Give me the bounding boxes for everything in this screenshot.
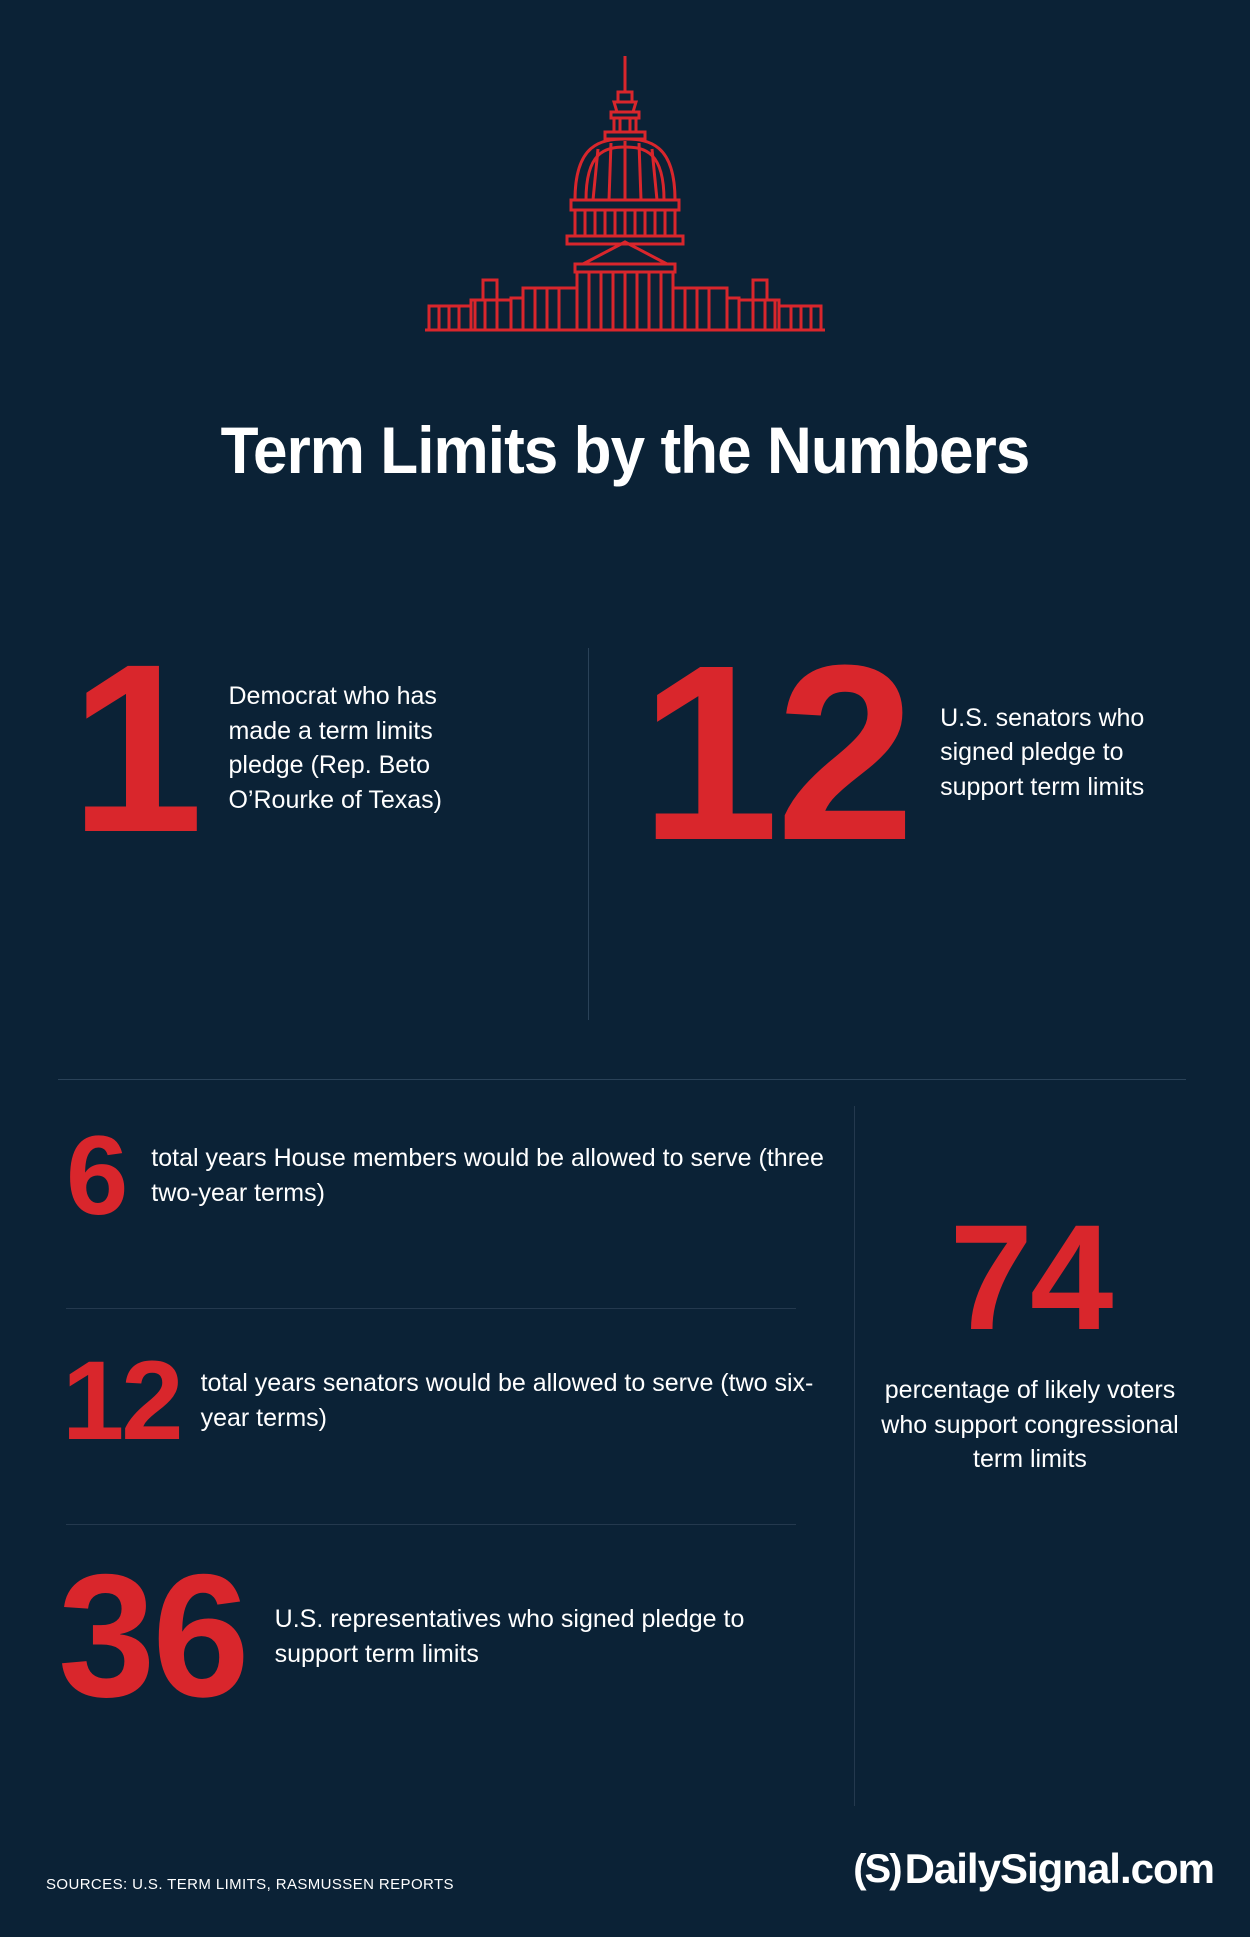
capitol-illustration-wrap [0,48,1250,338]
sources-note: SOURCES: U.S. TERM LIMITS, RASMUSSEN REPORTS [46,1876,454,1893]
divider-vertical-right [854,1106,855,1806]
dailysignal-mark-icon: (S) [853,1846,901,1891]
stat-text: U.S. representatives who signed pledge to support term limits [274,1605,745,1668]
stat-number: 12 [640,613,913,892]
page-title: Term Limits by the Numbers [220,413,1030,487]
stat-number: 36 [58,1539,247,1734]
stat-voter-support [880,1193,1180,1477]
stat-text: total years House members would be allowed to serve (three two-year terms) [151,1144,824,1207]
divider-horizontal-b [66,1524,796,1525]
divider-horizontal-main [58,1079,1186,1080]
stat-democrat-pledge [70,614,490,882]
stat-number: 6 [66,1113,126,1238]
stat-house-years [66,1113,826,1238]
divider-vertical-top [588,648,589,1020]
stat-text: total years senators would be allowed to serve (two six-year terms) [200,1369,814,1432]
stat-representatives-signed [58,1539,818,1734]
stat-senate-years [62,1338,822,1463]
stat-text: Democrat who has made a term limits pledge (Rep. Beto O’Rourke of Texas) [228,682,442,814]
stat-number: 74 [949,1193,1111,1361]
stat-text: U.S. senators who signed pledge to support term limits [940,703,1145,801]
dailysignal-logo [853,1845,1214,1893]
divider-horizontal-a [66,1308,796,1309]
us-capitol-icon [415,48,835,338]
dailysignal-logo-text: DailySignal.com [904,1845,1214,1892]
stat-number: 1 [70,614,201,882]
stat-senators-signed [640,613,1210,892]
stat-text: percentage of likely voters who support congressional term limits [881,1376,1179,1473]
stat-number: 12 [62,1338,181,1463]
